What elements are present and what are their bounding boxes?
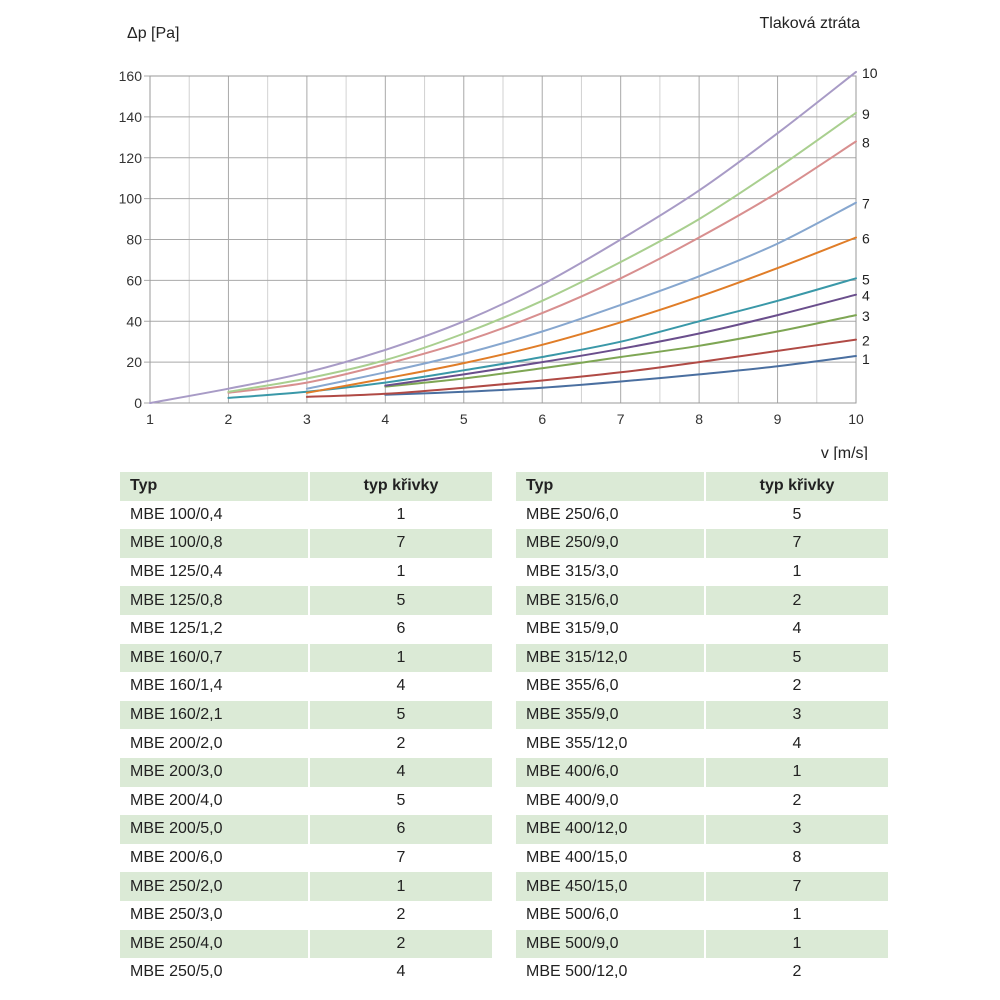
cell-curve-type: 7 <box>396 849 406 867</box>
cell-typ: MBE 250/4,0 <box>120 930 310 959</box>
grid <box>144 76 856 403</box>
cell-curve-type: 1 <box>706 930 888 959</box>
x-tick-label: 9 <box>773 411 782 427</box>
cell-curve-type: 2 <box>792 791 802 809</box>
cell-typ: MBE 400/15,0 <box>516 844 706 873</box>
table-header-row <box>516 472 888 501</box>
type-table-left <box>120 472 492 987</box>
table-row <box>120 558 492 587</box>
x-tick-label: 4 <box>381 411 390 427</box>
cell-typ: MBE 250/6,0 <box>516 501 706 530</box>
series-label-10: 10 <box>862 64 878 81</box>
table-row <box>120 958 492 987</box>
table-row <box>516 958 888 987</box>
cell-curve-type: 2 <box>792 963 802 981</box>
table-row <box>516 558 888 587</box>
header-typ: Typ <box>516 472 706 501</box>
cell-curve-type: 1 <box>792 563 802 581</box>
cell-curve-type: 6 <box>396 620 406 638</box>
cell-typ: MBE 315/3,0 <box>516 558 706 587</box>
series-label-3: 3 <box>862 308 870 325</box>
table-row <box>120 672 492 701</box>
cell-typ: MBE 500/9,0 <box>516 930 706 959</box>
cell-typ: MBE 315/9,0 <box>516 615 706 644</box>
cell-typ: MBE 250/5,0 <box>120 958 310 987</box>
table-row <box>516 672 888 701</box>
y-axis-label: Δp [Pa] <box>127 25 180 42</box>
pressure-loss-chart <box>0 0 1000 460</box>
cell-curve-type: 4 <box>396 677 406 695</box>
cell-curve-type: 1 <box>310 644 492 673</box>
cell-typ: MBE 250/9,0 <box>516 529 706 558</box>
y-tick-label: 80 <box>126 231 142 248</box>
table-row <box>516 701 888 730</box>
cell-typ: MBE 315/6,0 <box>516 586 706 615</box>
cell-typ: MBE 200/5,0 <box>120 815 310 844</box>
cell-curve-type: 2 <box>396 734 406 752</box>
series-label-1: 1 <box>862 350 870 367</box>
table-row <box>516 815 888 844</box>
cell-typ: MBE 400/12,0 <box>516 815 706 844</box>
type-table-right <box>516 472 888 987</box>
cell-typ: MBE 355/9,0 <box>516 701 706 730</box>
cell-curve-type: 5 <box>706 644 888 673</box>
cell-typ: MBE 355/6,0 <box>516 672 706 701</box>
y-tick-label: 20 <box>126 354 142 371</box>
cell-curve-type: 7 <box>310 529 492 558</box>
cell-typ: MBE 500/6,0 <box>516 901 706 930</box>
cell-curve-type: 4 <box>396 963 406 981</box>
chart-title: Tlaková ztráta <box>759 15 860 32</box>
y-tick-label: 120 <box>118 149 142 166</box>
table-body-right <box>516 501 888 987</box>
table-row <box>516 844 888 873</box>
header-curve-type: typ křivky <box>706 472 888 501</box>
cell-curve-type: 8 <box>792 849 802 867</box>
tick-labels <box>119 68 864 427</box>
cell-curve-type: 2 <box>792 677 802 695</box>
table-row <box>516 615 888 644</box>
y-tick-label: 60 <box>126 272 142 289</box>
x-tick-label: 6 <box>538 411 547 427</box>
table-row <box>516 901 888 930</box>
table-row <box>516 529 888 558</box>
cell-typ: MBE 450/15,0 <box>516 872 706 901</box>
series-label-5: 5 <box>862 271 870 288</box>
cell-curve-type: 7 <box>706 529 888 558</box>
table-row <box>120 501 492 530</box>
cell-typ: MBE 400/9,0 <box>516 787 706 816</box>
table-row <box>516 586 888 615</box>
table-row <box>516 729 888 758</box>
cell-typ: MBE 160/1,4 <box>120 672 310 701</box>
table-row <box>120 729 492 758</box>
table-row <box>516 758 888 787</box>
table-row <box>516 930 888 959</box>
y-tick-label: 40 <box>126 313 142 330</box>
cell-typ: MBE 200/6,0 <box>120 844 310 873</box>
cell-curve-type: 5 <box>792 505 802 523</box>
cell-curve-type: 1 <box>396 505 406 523</box>
y-tick-label: 100 <box>118 190 142 207</box>
cell-typ: MBE 125/1,2 <box>120 615 310 644</box>
table-row <box>120 586 492 615</box>
table-row <box>120 815 492 844</box>
cell-typ: MBE 160/0,7 <box>120 644 310 673</box>
series-label-7: 7 <box>862 195 870 212</box>
table-row <box>120 701 492 730</box>
table-row <box>120 872 492 901</box>
cell-typ: MBE 125/0,8 <box>120 586 310 615</box>
cell-curve-type: 4 <box>792 620 802 638</box>
table-row <box>120 930 492 959</box>
y-tick-label: 160 <box>118 68 142 84</box>
cell-curve-type: 4 <box>792 734 802 752</box>
series-label-8: 8 <box>862 134 870 151</box>
x-tick-label: 5 <box>459 411 468 427</box>
header-typ: Typ <box>120 472 310 501</box>
x-tick-label: 10 <box>848 411 864 427</box>
table-row <box>120 901 492 930</box>
cell-curve-type: 6 <box>310 815 492 844</box>
cell-typ: MBE 200/2,0 <box>120 729 310 758</box>
cell-typ: MBE 315/12,0 <box>516 644 706 673</box>
table-row <box>516 787 888 816</box>
cell-typ: MBE 200/4,0 <box>120 787 310 816</box>
x-tick-label: 3 <box>302 411 311 427</box>
cell-typ: MBE 125/0,4 <box>120 558 310 587</box>
cell-curve-type: 3 <box>706 815 888 844</box>
cell-curve-type: 5 <box>310 586 492 615</box>
y-tick-label: 140 <box>118 108 142 125</box>
cell-typ: MBE 100/0,8 <box>120 529 310 558</box>
x-tick-label: 1 <box>146 411 154 427</box>
table-row <box>120 529 492 558</box>
table-body-left <box>120 501 492 987</box>
cell-typ: MBE 160/2,1 <box>120 701 310 730</box>
series-label-9: 9 <box>862 105 870 122</box>
header-curve-type: typ křivky <box>310 472 492 501</box>
cell-curve-type: 2 <box>396 906 406 924</box>
table-row <box>120 844 492 873</box>
table-header-row <box>120 472 492 501</box>
x-tick-label: 2 <box>224 411 233 427</box>
cell-curve-type: 1 <box>792 906 802 924</box>
series-label-6: 6 <box>862 230 870 247</box>
cell-typ: MBE 355/12,0 <box>516 729 706 758</box>
cell-curve-type: 4 <box>310 758 492 787</box>
table-row <box>516 501 888 530</box>
cell-curve-type: 5 <box>396 791 406 809</box>
cell-curve-type: 7 <box>706 872 888 901</box>
cell-typ: MBE 200/3,0 <box>120 758 310 787</box>
table-row <box>120 644 492 673</box>
table-row <box>120 615 492 644</box>
cell-curve-type: 2 <box>310 930 492 959</box>
table-row <box>120 787 492 816</box>
cell-typ: MBE 250/3,0 <box>120 901 310 930</box>
x-axis-label: v [m/s] <box>820 445 868 460</box>
table-row <box>516 872 888 901</box>
cell-curve-type: 5 <box>310 701 492 730</box>
y-tick-label: 0 <box>134 395 142 411</box>
table-row <box>120 758 492 787</box>
series-labels <box>862 65 878 367</box>
series-label-4: 4 <box>862 287 870 304</box>
cell-curve-type: 2 <box>706 586 888 615</box>
cell-curve-type: 1 <box>310 872 492 901</box>
table-row <box>516 644 888 673</box>
series-label-2: 2 <box>862 332 870 349</box>
cell-typ: MBE 250/2,0 <box>120 872 310 901</box>
cell-typ: MBE 100/0,4 <box>120 501 310 530</box>
cell-curve-type: 1 <box>706 758 888 787</box>
cell-typ: MBE 400/6,0 <box>516 758 706 787</box>
cell-curve-type: 1 <box>396 563 406 581</box>
x-tick-label: 7 <box>616 411 625 427</box>
x-tick-label: 8 <box>695 411 704 427</box>
cell-curve-type: 3 <box>706 701 888 730</box>
cell-typ: MBE 500/12,0 <box>516 958 706 987</box>
